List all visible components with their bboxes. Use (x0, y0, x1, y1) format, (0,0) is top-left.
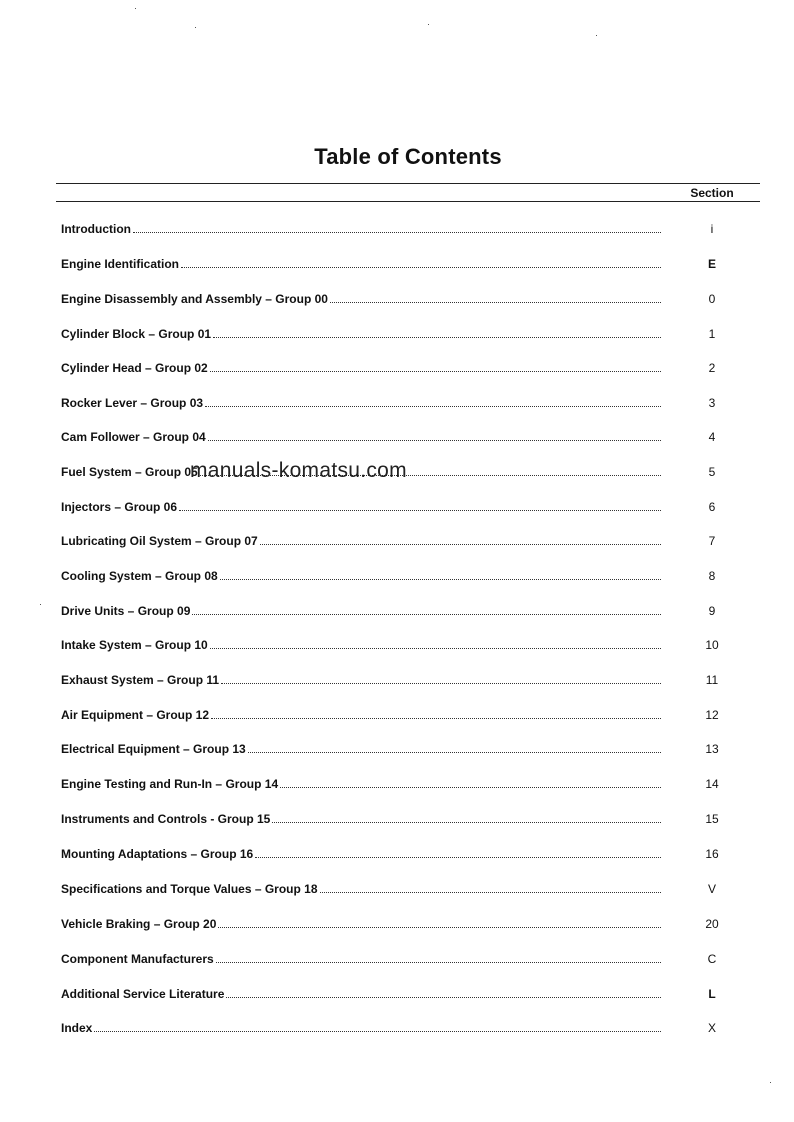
watermark-text: manuals-komatsu.com (190, 459, 407, 482)
dot-leader (179, 507, 661, 511)
dot-leader (205, 403, 661, 407)
toc-entry-label: Drive Units – Group 09 (61, 604, 191, 618)
toc-entry-label: Engine Testing and Run-In – Group 14 (61, 777, 279, 791)
toc-entry-section: X (707, 1021, 716, 1035)
toc-entry-label: Vehicle Braking – Group 20 (61, 917, 217, 931)
toc-entry-section: 1 (708, 327, 716, 341)
dot-leader (255, 854, 661, 858)
toc-entry-label: Exhaust System – Group 11 (61, 673, 220, 687)
dot-leader (218, 924, 661, 928)
toc-entry-group-01[interactable] (61, 325, 661, 341)
toc-entry-label: Lubricating Oil System – Group 07 (61, 534, 258, 548)
toc-entry-label: Mounting Adaptations – Group 16 (61, 847, 254, 861)
toc-entry-engine-identification[interactable] (61, 255, 661, 271)
dot-leader (213, 334, 661, 338)
toc-entry-section: 3 (708, 396, 716, 410)
dot-leader (208, 437, 661, 441)
toc-entry-section: 14 (705, 777, 719, 791)
dot-leader (181, 264, 661, 268)
toc-entry-group-11[interactable] (61, 671, 661, 687)
toc-entry-section: V (707, 882, 716, 896)
toc-entry-group-20[interactable] (61, 915, 661, 931)
toc-entry-section: 2 (708, 361, 716, 375)
scan-speck (40, 604, 41, 605)
toc-entry-section: 12 (705, 708, 719, 722)
toc-entry-group-02[interactable] (61, 359, 661, 375)
scan-speck (770, 1082, 771, 1083)
toc-entry-label: Cylinder Block – Group 01 (61, 327, 212, 341)
dot-leader (220, 576, 661, 580)
toc-entry-group-00[interactable] (61, 290, 661, 306)
toc-entry-section: 7 (708, 534, 716, 548)
page-title: Table of Contents (314, 144, 502, 169)
toc-entry-label: Component Manufacturers (61, 952, 214, 966)
toc-entry-label: Cooling System – Group 08 (61, 569, 218, 583)
dot-leader (226, 994, 661, 998)
toc-entry-label: Electrical Equipment – Group 13 (61, 742, 246, 756)
toc-entry-label: Introduction (61, 222, 131, 236)
toc-entry-group-05[interactable] (61, 463, 661, 479)
toc-entry-section: 11 (705, 673, 719, 687)
toc-entry-label: Engine Identification (61, 257, 180, 271)
toc-entry-label: Fuel System – Group 05 (61, 465, 198, 479)
toc-entry-section: 20 (705, 917, 719, 931)
toc-entry-group-13[interactable] (61, 740, 661, 756)
toc-entry-label: Engine Disassembly and Assembly – Group 00 (61, 292, 328, 306)
dot-leader (211, 715, 661, 719)
toc-entry-section: 5 (708, 465, 716, 479)
toc-entry-group-08[interactable] (61, 567, 661, 583)
toc-entry-group-16[interactable] (61, 845, 661, 861)
toc-entry-group-09[interactable] (61, 602, 661, 618)
scan-speck (596, 35, 597, 36)
toc-entry-section: i (710, 222, 714, 236)
dot-leader (216, 959, 661, 963)
toc-entry-section: 10 (705, 638, 719, 652)
toc-entry-group-14[interactable] (61, 775, 661, 791)
dot-leader (94, 1028, 661, 1032)
toc-entry-group-04[interactable] (61, 428, 661, 444)
toc-entry-section: 6 (708, 500, 716, 514)
section-column-header: Section (690, 186, 734, 200)
toc-entry-label: Injectors – Group 06 (61, 500, 178, 514)
toc-entry-component-manufacturers[interactable] (61, 950, 661, 966)
toc-entry-group-15[interactable] (61, 810, 661, 826)
scan-speck (428, 24, 429, 25)
toc-entry-section: 16 (705, 847, 719, 861)
toc-entry-label: Cylinder Head – Group 02 (61, 361, 208, 375)
toc-entry-section: 15 (705, 812, 719, 826)
toc-entry-label: Cam Follower – Group 04 (61, 430, 206, 444)
toc-entry-section: 4 (708, 430, 716, 444)
toc-entry-label: Intake System – Group 10 (61, 638, 208, 652)
dot-leader (133, 229, 661, 233)
toc-entry-index[interactable] (61, 1019, 661, 1035)
toc-entry-group-03[interactable] (61, 394, 661, 410)
toc-entry-label: Air Equipment – Group 12 (61, 708, 210, 722)
toc-entry-section: 13 (705, 742, 719, 756)
toc-entry-service-literature[interactable] (61, 985, 661, 1001)
dot-leader (210, 645, 661, 649)
toc-entry-section: 0 (708, 292, 716, 306)
toc-entry-section: 8 (708, 569, 716, 583)
scan-speck (195, 27, 196, 28)
toc-entry-label: Index (61, 1021, 93, 1035)
toc-entry-group-10[interactable] (61, 636, 661, 652)
toc-entry-group-18[interactable] (61, 880, 661, 896)
toc-entry-label: Specifications and Torque Values – Group 18 (61, 882, 318, 896)
toc-entry-section: C (707, 952, 717, 966)
dot-leader (192, 611, 661, 615)
toc-entry-section: L (708, 987, 716, 1001)
dot-leader (200, 472, 661, 476)
dot-leader (280, 784, 661, 788)
scan-speck (135, 8, 136, 9)
dot-leader (272, 819, 661, 823)
dot-leader (210, 368, 661, 372)
toc-entry-label: Rocker Lever – Group 03 (61, 396, 204, 410)
dot-leader (320, 889, 661, 893)
toc-entry-label: Additional Service Literature (61, 987, 225, 1001)
dot-leader (330, 299, 661, 303)
toc-entry-group-12[interactable] (61, 706, 661, 722)
toc-entry-introduction[interactable] (61, 220, 661, 236)
toc-entry-section: 9 (708, 604, 716, 618)
toc-entry-group-06[interactable] (61, 498, 661, 514)
toc-entry-label: Instruments and Controls - Group 15 (61, 812, 271, 826)
toc-entry-group-07[interactable] (61, 532, 661, 548)
toc-entry-section: E (707, 257, 716, 271)
dot-leader (260, 541, 661, 545)
dot-leader (248, 749, 661, 753)
dot-leader (221, 680, 661, 684)
